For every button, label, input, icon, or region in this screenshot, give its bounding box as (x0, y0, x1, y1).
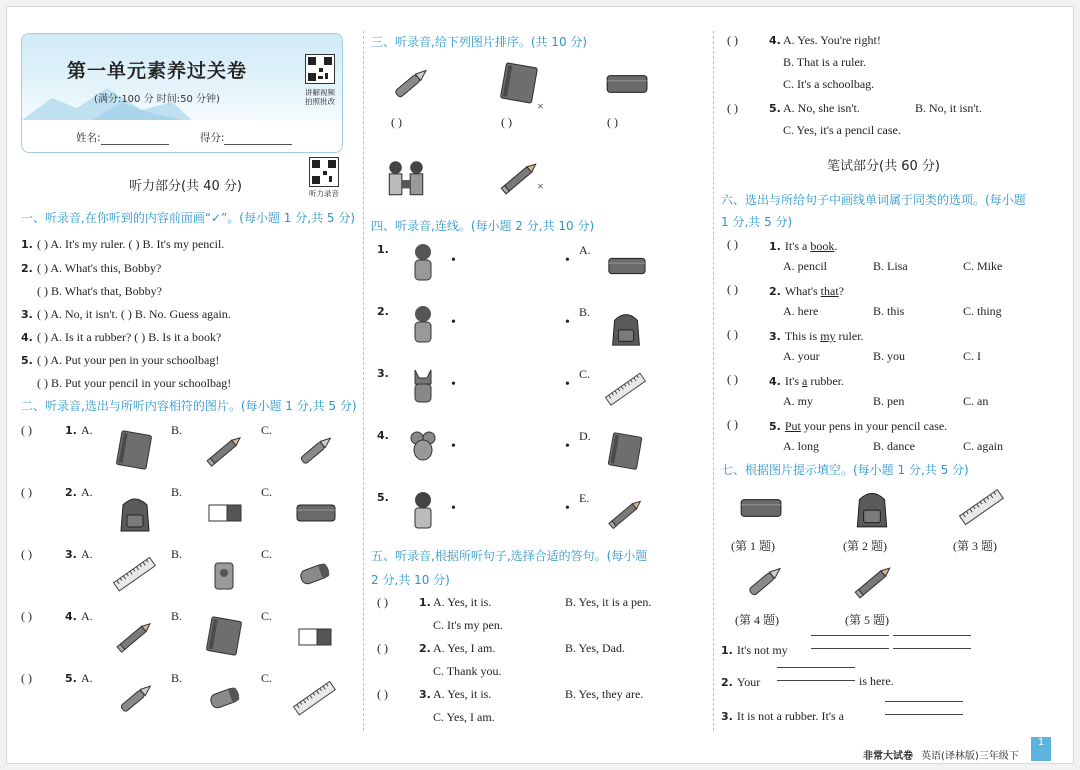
pencil-icon (849, 559, 899, 605)
answer-paren: ( ) (501, 115, 512, 129)
option-label: B. (171, 609, 183, 623)
underlined-word: Put (784, 419, 801, 433)
question-row (21, 374, 231, 392)
match-number: 2. (377, 305, 389, 318)
question-row (21, 235, 224, 253)
picture-caption: (第 3 题) (953, 539, 997, 553)
match-letter: B. (579, 305, 591, 319)
answer-paren: ( ) (727, 417, 738, 431)
option-label: C. (261, 671, 273, 685)
answer-paren: ( ) (727, 327, 738, 341)
book-icon (113, 429, 157, 473)
section-1-title: 一、听录音,在你听到的内容前面画“✓”。(每小题 1 分,共 5 分) (21, 211, 356, 225)
exam-title: 第一单元素养过关卷 (66, 60, 247, 82)
match-dot[interactable]: • (451, 377, 456, 392)
question-number: 5. (65, 672, 77, 685)
answer-paren: ( ) (21, 423, 32, 437)
book-icon (203, 615, 247, 659)
pencil-case-icon (293, 491, 337, 535)
option-label: A. (81, 423, 93, 437)
match-number: 3. (377, 367, 389, 380)
answer-paren: ( ) (727, 101, 738, 115)
option-c: C. Thank you. (433, 664, 502, 678)
boy-icon (401, 485, 445, 535)
answer-paren: ( ) (607, 115, 618, 129)
pencil-case-icon (603, 61, 649, 107)
question-number: 4. (21, 331, 33, 344)
written-heading: 笔试部分(共 60 分) (827, 159, 940, 174)
option-b: B. Yes, Dad. (565, 641, 626, 655)
question-number: 3. (419, 688, 431, 701)
question-number: 2. (419, 642, 431, 655)
option-c: C. It's a schoolbag. (783, 77, 875, 91)
picture-caption: (第 5 题) (845, 613, 889, 627)
answer-blank[interactable] (885, 701, 963, 715)
section-4-title: 四、听录音,连线。(每小题 2 分,共 10 分) (371, 219, 595, 233)
qr-code-icon[interactable] (309, 157, 339, 187)
fill-sentence-2: 2. Your (721, 675, 761, 689)
question-number: 3. (65, 548, 77, 561)
question-sentence (769, 417, 947, 435)
answer-paren: ( ) (377, 641, 388, 655)
section-5-title-line2: 2 分,共 10 分) (371, 573, 450, 587)
question-number: 2. (21, 262, 33, 275)
question-number: 1. (65, 424, 77, 437)
name-field[interactable] (101, 135, 169, 145)
name-label: 姓名: (76, 132, 101, 144)
ruler-icon (293, 677, 337, 721)
answer-paren: ( ) (377, 687, 388, 701)
cat-icon (401, 361, 445, 411)
option-label: C. (261, 609, 273, 623)
option-a: A. Yes, it is. (433, 687, 492, 701)
option-b: B. Yes, they are. (565, 687, 644, 701)
cross-mark: × (537, 99, 544, 113)
option-a: A. Yes, it is. (433, 595, 492, 609)
column-2 (369, 7, 709, 737)
option-a: A. Yes, I am. (433, 641, 496, 655)
question-number: 5. (769, 420, 781, 433)
question-text: ( ) A. Is it a rubber? ( ) B. Is it a book? (37, 330, 222, 344)
sentence-post: your pens in your pencil case. (800, 419, 948, 433)
match-letter: C. (579, 367, 591, 381)
option-b: B. No, it isn't. (915, 101, 982, 115)
question-number: 3. (21, 308, 33, 321)
question-number: 5. (769, 102, 781, 115)
score-field[interactable] (224, 135, 292, 145)
answer-blank[interactable] (811, 635, 889, 649)
match-letter: D. (579, 429, 591, 443)
sentence-pre: What's (784, 284, 821, 298)
option-b: B. pen (873, 394, 905, 408)
cross-mark: × (537, 179, 544, 193)
match-number: 5. (377, 491, 389, 504)
schoolbag-icon (847, 485, 897, 531)
option-label: B. (171, 547, 183, 561)
answer-paren: ( ) (21, 609, 32, 623)
question-sentence (769, 372, 844, 390)
question-row (21, 305, 231, 323)
question-number: 1. (21, 238, 33, 251)
option-label: C. (261, 485, 273, 499)
column-1 (19, 7, 359, 737)
option-a: A. your (783, 349, 820, 363)
option-label: C. (261, 547, 273, 561)
pen-icon (387, 61, 433, 107)
section-2-title: 二、听录音,选出与所听内容相符的图片。(每小题 1 分,共 5 分) (21, 399, 357, 413)
pencil-icon (203, 429, 247, 473)
sentence-pre: It's a (784, 239, 811, 253)
question-row (21, 282, 162, 300)
pencil-icon (113, 615, 157, 659)
answer-paren: ( ) (21, 671, 32, 685)
pen-icon (739, 559, 789, 605)
column-divider (713, 31, 714, 731)
question-number: 4. (65, 610, 77, 623)
underlined-word: that (820, 284, 839, 298)
option-c: C. thing (963, 304, 1002, 318)
match-dot[interactable]: • (451, 439, 456, 454)
question-sentence (769, 237, 837, 255)
option-label: A. (81, 485, 93, 499)
section-7-title: 七、根据图片提示填空。(每小题 1 分,共 5 分) (721, 463, 969, 477)
option-b: B. Lisa (873, 259, 908, 273)
family-icon (383, 155, 429, 201)
schoolbag-icon (603, 307, 649, 349)
match-dot[interactable]: • (565, 439, 570, 454)
option-label: B. (171, 485, 183, 499)
column-divider (363, 31, 364, 731)
match-dot[interactable]: • (565, 315, 570, 330)
sentence-post: ? (838, 284, 844, 298)
option-label: B. (171, 423, 183, 437)
question-text: ( ) B. Put your pencil in your schoolbag! (37, 376, 232, 390)
question-row (21, 328, 221, 346)
match-dot[interactable]: • (565, 377, 570, 392)
question-text: ( ) A. It's my ruler. ( ) B. It's my pencil. (37, 237, 225, 251)
option-b: B. dance (873, 439, 915, 453)
answer-paren: ( ) (21, 485, 32, 499)
schoolbag-icon (113, 491, 157, 535)
qr-caption: 讲解视频 拍照批改 (305, 88, 335, 106)
option-label: C. (261, 423, 273, 437)
option-label: B. (171, 671, 183, 685)
answer-blank[interactable] (777, 667, 855, 681)
option-a: A. No, she isn't. (783, 101, 860, 115)
underlined-word: my (820, 329, 836, 343)
title-box (21, 33, 343, 153)
section-5-title-line1: 五、听录音,根据所听句子,选择合适的答句。(每小题 (371, 549, 648, 563)
underlined-word: a (802, 374, 808, 388)
match-dot[interactable]: • (565, 253, 570, 268)
sentence-post: . (834, 239, 838, 253)
pen-icon (293, 429, 337, 473)
ruler-icon (957, 485, 1007, 531)
option-c: C. Yes, it's a pencil case. (783, 123, 901, 137)
question-sentence (769, 327, 864, 345)
option-label: A. (81, 609, 93, 623)
answer-paren: ( ) (21, 547, 32, 561)
answer-paren: ( ) (377, 595, 388, 609)
name-score-row (22, 130, 343, 145)
option-label: A. (81, 547, 93, 561)
sentence-post: ruler. (835, 329, 864, 343)
option-c: C. an (963, 394, 989, 408)
option-a: A. pencil (783, 259, 827, 273)
section-3-title: 三、听录音,给下列图片排序。(共 10 分) (371, 35, 588, 49)
pencil-icon (603, 493, 649, 535)
option-c: C. It's my pen. (433, 618, 503, 632)
glue-icon (293, 553, 337, 597)
question-row (21, 351, 219, 369)
fill-sentence-1: 1. It's not my (721, 643, 788, 657)
question-number: 1. (769, 240, 781, 253)
question-number: 2. (769, 285, 781, 298)
question-number: 2. (65, 486, 77, 499)
answer-paren: ( ) (727, 282, 738, 296)
picture-caption: (第 4 题) (735, 613, 779, 627)
answer-blank[interactable] (893, 635, 971, 649)
option-a: A. my (783, 394, 813, 408)
girl-icon (401, 299, 445, 349)
footer-brand: 非常大试卷 (863, 751, 913, 762)
glue-icon (203, 677, 247, 721)
mouse-icon (401, 423, 445, 473)
match-dot[interactable]: • (451, 501, 456, 516)
rubber-icon (203, 491, 247, 535)
answer-paren: ( ) (727, 372, 738, 386)
match-letter: E. (579, 491, 590, 505)
rubber-icon (293, 615, 337, 659)
section-6-title-line1: 六、选出与所给句子中画线单词属于同类的选项。(每小题 (721, 193, 1026, 207)
column-3 (719, 7, 1065, 737)
exam-page (6, 6, 1074, 764)
option-b: B. you (873, 349, 906, 363)
option-a: A. here (783, 304, 819, 318)
footer-subject: 英语(译林版)三年级下 (921, 751, 1019, 762)
fill-sentence-2-end: is here. (859, 674, 894, 688)
sentence-pre: This is (784, 329, 821, 343)
pen-icon (113, 677, 157, 721)
option-b: B. Yes, it is a pen. (565, 595, 652, 609)
fill-sentence-3: 3. It is not a rubber. It's a (721, 709, 844, 723)
option-c: C. Mike (963, 259, 1003, 273)
question-text: ( ) A. No, it isn't. ( ) B. No. Guess again. (37, 307, 231, 321)
question-sentence (769, 282, 844, 300)
section-6-title-line2: 1 分,共 5 分) (721, 215, 793, 229)
answer-paren: ( ) (727, 237, 738, 251)
picture-caption: (第 1 题) (731, 539, 775, 553)
option-c: C. Yes, I am. (433, 710, 495, 724)
ruler-icon (113, 553, 157, 597)
option-b: B. this (873, 304, 905, 318)
question-number: 5. (21, 354, 33, 367)
underlined-word: book (810, 239, 835, 253)
answer-paren: ( ) (727, 33, 738, 47)
option-b: B. That is a ruler. (783, 55, 867, 69)
qr-caption: 听力录音 (309, 189, 339, 198)
score-time-info: (满分:100 分 时间:50 分钟) (94, 94, 220, 105)
question-row (21, 259, 161, 277)
page-number: 1 (1031, 737, 1051, 761)
option-label: A. (81, 671, 93, 685)
match-number: 4. (377, 429, 389, 442)
match-dot[interactable]: • (451, 315, 456, 330)
match-dot[interactable]: • (451, 253, 456, 268)
question-text: ( ) B. What's that, Bobby? (37, 284, 162, 298)
girl-icon (401, 237, 445, 287)
match-letter: A. (579, 243, 591, 257)
question-number: 3. (769, 330, 781, 343)
question-text: ( ) A. Put your pen in your schoolbag! (37, 353, 220, 367)
pencil-case-icon (603, 245, 649, 287)
pencil-icon (497, 155, 543, 201)
sentence-pre: It's (784, 374, 803, 388)
score-label: 得分: (199, 132, 225, 144)
match-number: 1. (377, 243, 389, 256)
picture-caption: (第 2 题) (843, 539, 887, 553)
question-number: 4. (769, 375, 781, 388)
option-c: C. again (963, 439, 1003, 453)
listening-heading: 听力部分(共 40 分) (129, 179, 242, 194)
option-a: A. long (783, 439, 819, 453)
question-number: 1. (419, 596, 431, 609)
question-number: 4. (769, 34, 781, 47)
match-dot[interactable]: • (565, 501, 570, 516)
pencil-case-icon (735, 485, 785, 531)
ruler-icon (603, 369, 649, 411)
option-a: A. Yes. You're right! (783, 33, 881, 47)
qr-code-icon[interactable] (305, 54, 335, 84)
sharpener-icon (203, 553, 247, 597)
option-c: C. I (963, 349, 981, 363)
sentence-post: rubber. (807, 374, 844, 388)
book-icon (603, 431, 649, 473)
question-text: ( ) A. What's this, Bobby? (37, 261, 162, 275)
answer-paren: ( ) (391, 115, 402, 129)
